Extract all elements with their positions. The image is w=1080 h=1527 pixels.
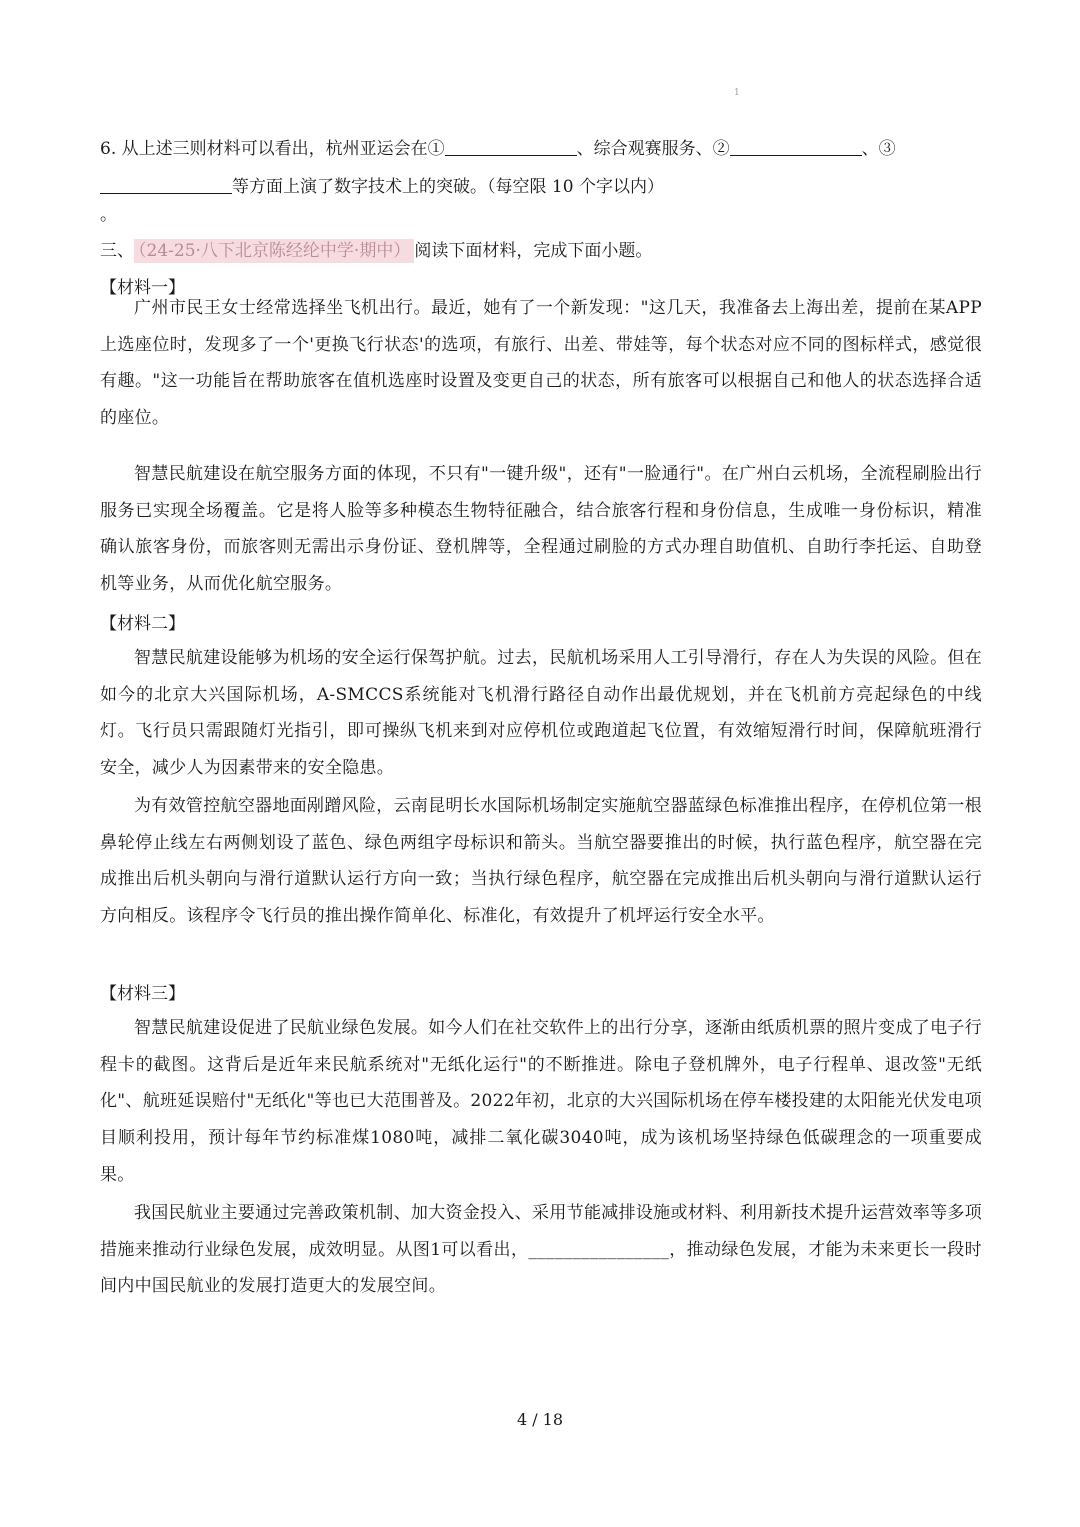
page-number: 4 / 18 [516, 1410, 564, 1429]
material-1-paragraph-2: 智慧民航建设在航空服务方面的体现，不只有"一键升级"，还有"一脸通行"。在广州白云机场，全流程刷脸出行服务已实现全场覆盖。它是将人脸等多种模态生物特征融合，结合旅客行程和身份信息，生成唯一身份标识，精准确认旅客身份，而旅客则无需出示身份证、登机牌等，全程通过刷脸的方式办理自助值机、自助行李托运、自助登机等业务，从而优化航空服务。 [100, 464, 982, 595]
header-mark: 1 [734, 88, 740, 98]
material-3-p2-after: ，推动绿色发展，才能为未来更长一段时间内中国民航业的发展打造更大的发展空间。 [100, 1239, 982, 1297]
section-3-prefix: 三、 [100, 241, 134, 261]
answer-blank-2[interactable] [730, 135, 862, 156]
material-1-title: 【材料一】 [100, 278, 185, 298]
source-tag: （24-25·八下北京陈经纶中学·期中） [134, 239, 414, 263]
material-3-title: 【材料三】 [100, 984, 185, 1004]
answer-blank-1[interactable] [445, 135, 577, 156]
question-6-text-4: 等方面上演了数字技术上的突破。（每空限 10 个字以内） [232, 177, 664, 197]
stray-mark: 。 [100, 205, 117, 225]
question-6-text-3: 、③ [861, 139, 896, 159]
material-2-title: 【材料二】 [100, 614, 185, 634]
material-2-paragraph-1: 智慧民航建设能够为机场的安全运行保驾护航。过去，民航机场采用人工引导滑行，存在人为失误的风险。但在如今的北京大兴国际机场，A-SMCCS系统能对飞机滑行路径自动作出最优规划，并在飞机前方亮起绿色的中线灯。飞行员只需跟随灯光指引，即可操纵飞机来到对应停机位或跑道起飞位置，有效缩短滑行时间，保障航班滑行安全，减少人为因素带来的安全隐患。 [100, 648, 982, 779]
material-2-paragraph-2: 为有效管控航空器地面剐蹭风险，云南昆明长水国际机场制定实施航空器蓝绿色标准推出程序，在停机位第一根鼻轮停止线左右两侧划设了蓝色、绿色两组字母标识和箭头。当航空器要推出的时候，执行蓝色程序，航空器在完成推出后机头朝向与滑行道默认运行方向一致；当执行绿色程序，航空器在完成推出后机头朝向与滑行道默认运行方向相反。该程序令飞行员的推出操作简单化、标准化，有效提升了机坪运行安全水平。 [100, 796, 982, 927]
section-3-instruction: 阅读下面材料，完成下面小题。 [414, 241, 653, 261]
question-6-text-2: 、综合观赛服务、② [576, 139, 730, 159]
answer-blank-figure[interactable]: ________________ [528, 1239, 670, 1260]
question-6 [100, 130, 985, 206]
answer-blank-3[interactable] [100, 173, 232, 194]
material-3-p2-before: 我国民航业主要通过完善政策机制、加大资金投入、采用节能减排设施或材料、利用新技术提升运营效率等多项措施来推动行业绿色发展，成效明显。从图1可以看出， [100, 1203, 982, 1260]
section-3-heading [100, 236, 652, 261]
material-3-paragraph-1: 智慧民航建设促进了民航业绿色发展。如今人们在社交软件上的出行分享，逐渐由纸质机票的照片变成了电子行程卡的截图。这背后是近年来民航系统对"无纸化运行"的不断推进。除电子登机牌外，电子行程单、退改签"无纸化"、航班延误赔付"无纸化"等也已大范围普及。2022年初，北京的大兴国际机场在停车楼投建的太阳能光伏发电项目顺利投用，预计每年节约标准煤1080吨，减排二氧化碳3040吨，成为该机场坚持绿色低碳理念的一项重要成果。 [100, 1018, 982, 1185]
material-1-paragraph-1: 广州市民王女士经常选择坐飞机出行。最近，她有了一个新发现："这几天，我准备去上海出差，提前在某APP上选座位时，发现多了一个'更换飞行状态'的选项，有旅行、出差、带娃等，每个状态对应不同的图标样式，感觉很有趣。"这一功能旨在帮助旅客在值机选座时设置及变更自己的状态，所有旅客可以根据自己和他人的状态选择合适的座位。 [100, 298, 982, 429]
question-6-text-1: 6. 从上述三则材料可以看出，杭州亚运会在① [100, 139, 445, 159]
material-3-paragraph-2 [100, 1195, 982, 1305]
